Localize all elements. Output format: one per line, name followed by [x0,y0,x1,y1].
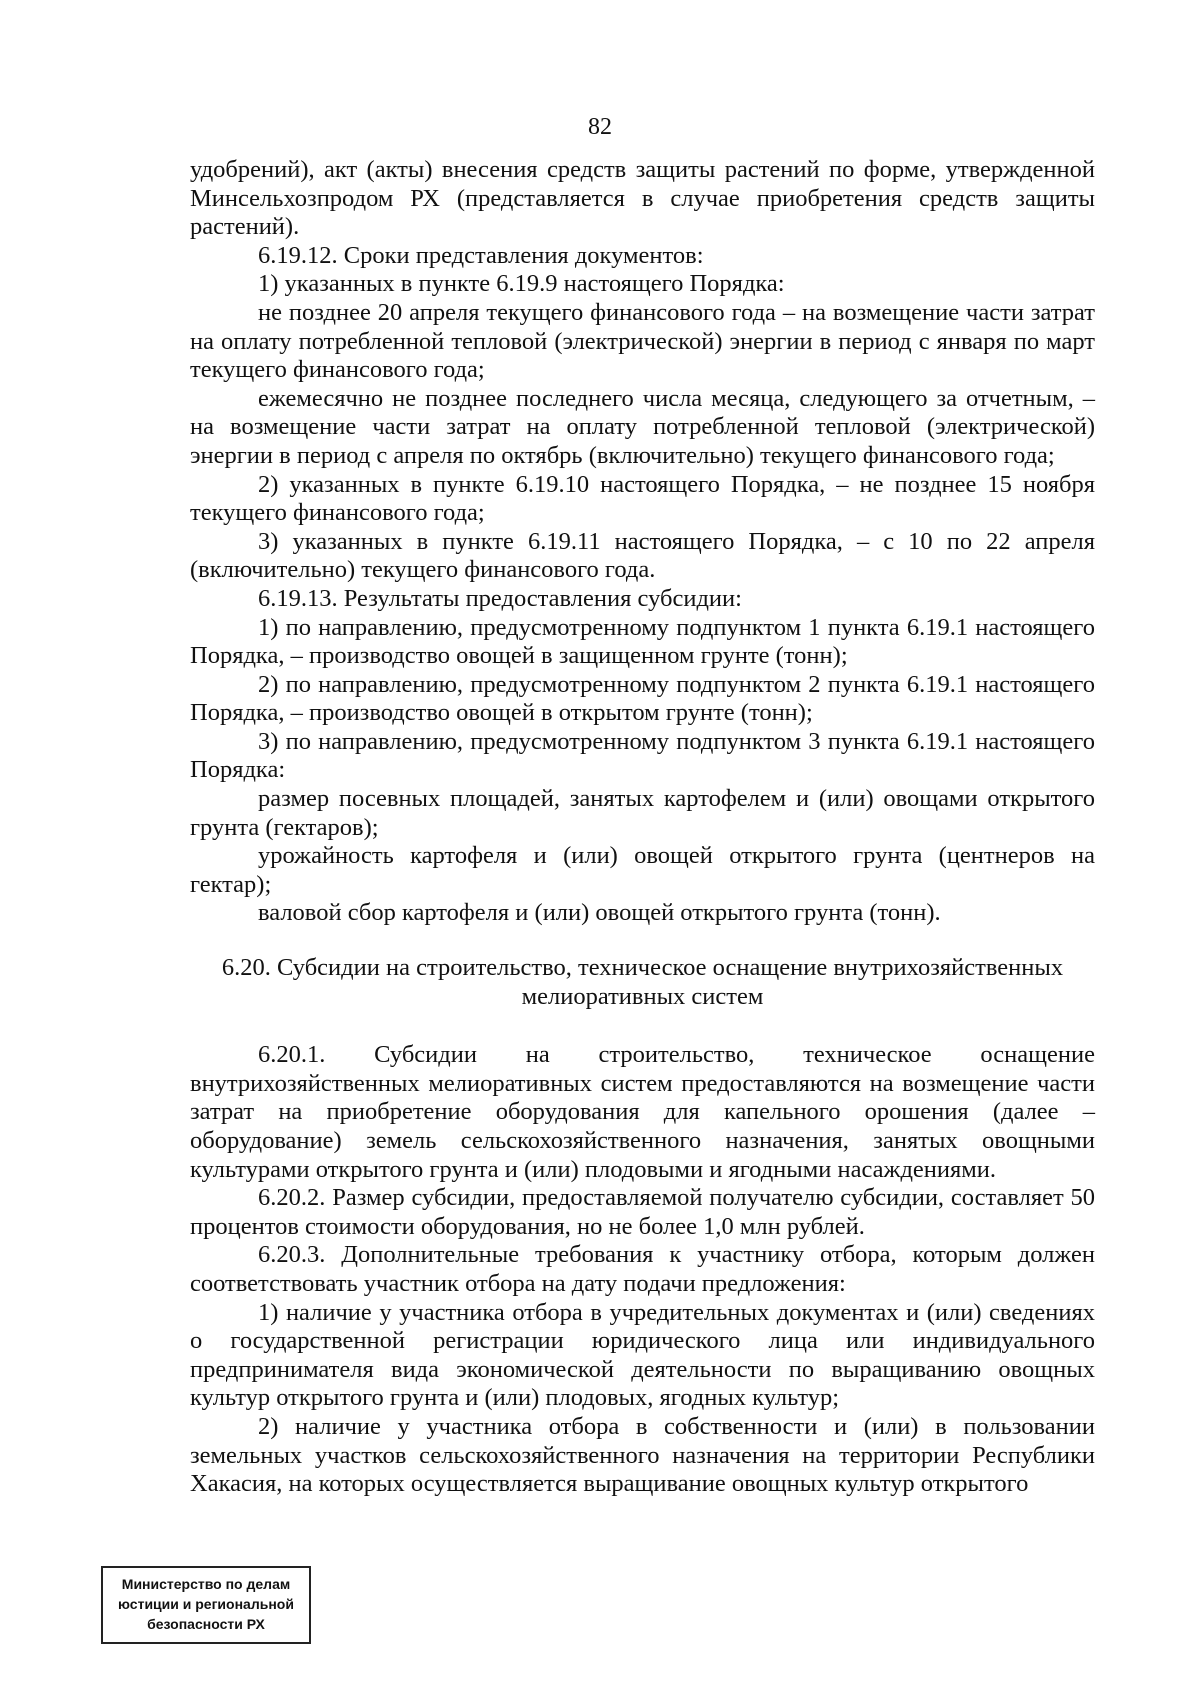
paragraph: 2) указанных в пункте 6.19.10 настоящего Порядка, – не позднее 15 ноября текущего финансового года; [190,470,1095,527]
paragraph: 6.20.2. Размер субсидии, предоставляемой получателю субсидии, составляет 50 процентов стоимости оборудования, но не более 1,0 млн рублей. [190,1184,1095,1240]
paragraph: 2) наличие у участника отбора в собственности и (или) в пользовании земельных участков сельскохозяйственного назначения на территории Республики Хакасия, на которых осуществляется выращивание овощных культур открытого [190,1412,1095,1498]
paragraph: валовой сбор картофеля и (или) овощей открытого грунта (тонн). [258,899,941,927]
paragraph: 6.19.13. Результаты предоставления субсидии: [258,584,742,612]
stamp-line: безопасности РХ [147,1616,265,1632]
document-body [190,156,1095,1499]
page-number: 82 [588,114,612,140]
paragraph: 2) по направлению, предусмотренному подпунктом 2 пункта 6.19.1 настоящего Порядка, – производство овощей в открытом грунте (тонн); [190,670,1095,727]
stamp-line: Министерство по делам [121,1576,291,1592]
paragraph: ежемесячно не позднее последнего числа месяца, следующего за отчетным, – на возмещение части затрат на оплату потребленной тепловой (электрической) энергии в период с апреля по октябрь (включительно) текущего финансового года; [190,384,1095,469]
section-title-line1: 6.20. Субсидии на строительство, техническое оснащение внутрихозяйственных [221,954,1064,982]
ministry-stamp [101,1566,311,1644]
section-title-line2: мелиоративных систем [521,982,764,1010]
paragraph: 6.20.3. Дополнительные требования к участнику отбора, которым должен соответствовать участник отбора на дату подачи предложения: [190,1241,1095,1297]
paragraph: размер посевных площадей, занятых картофелем и (или) овощами открытого грунта (гектаров); [190,785,1095,841]
paragraph: 6.20.1. Субсидии на строительство, техническое оснащение внутрихозяйственных мелиоративных систем предоставляются на возмещение части затрат на приобретение оборудования для капельного орошения (далее – оборудование) земель сельскохозяйственного назначения, занятых овощными культурами открытого грунта и (или) плодовыми и ягодными насаждениями. [190,1041,1095,1183]
section-title [190,954,1095,1011]
paragraph: не позднее 20 апреля текущего финансового года – на возмещение части затрат на оплату потребленной тепловой (электрической) энергии в период с января по март текущего финансового года; [190,298,1095,384]
paragraph: 6.19.12. Сроки представления документов: [258,241,704,269]
paragraph: 3) по направлению, предусмотренному подпунктом 3 пункта 6.19.1 настоящего Порядка: [190,727,1095,784]
paragraph: удобрений), акт (акты) внесения средств защиты растений по форме, утвержденной Минсельхозпродом РХ (представляется в случае приобретения средств защиты растений). [190,156,1095,241]
paragraph: 1) по направлению, предусмотренному подпунктом 1 пункта 6.19.1 настоящего Порядка, – производство овощей в защищенном грунте (тонн); [190,613,1095,670]
paragraph: 1) наличие у участника отбора в учредительных документах и (или) сведениях о государственной регистрации юридического лица или индивидуального предпринимателя вида экономической деятельности по выращиванию овощных культур открытого грунта и (или) плодовых, ягодных культур; [190,1298,1095,1412]
paragraph: 1) указанных в пункте 6.19.9 настоящего Порядка: [258,270,785,298]
paragraph: урожайность картофеля и (или) овощей открытого грунта (центнеров на гектар); [190,842,1095,898]
paragraph: 3) указанных в пункте 6.19.11 настоящего Порядка, – с 10 по 22 апреля (включительно) текущего финансового года. [190,527,1095,584]
stamp-line: юстиции и региональной [118,1596,294,1612]
